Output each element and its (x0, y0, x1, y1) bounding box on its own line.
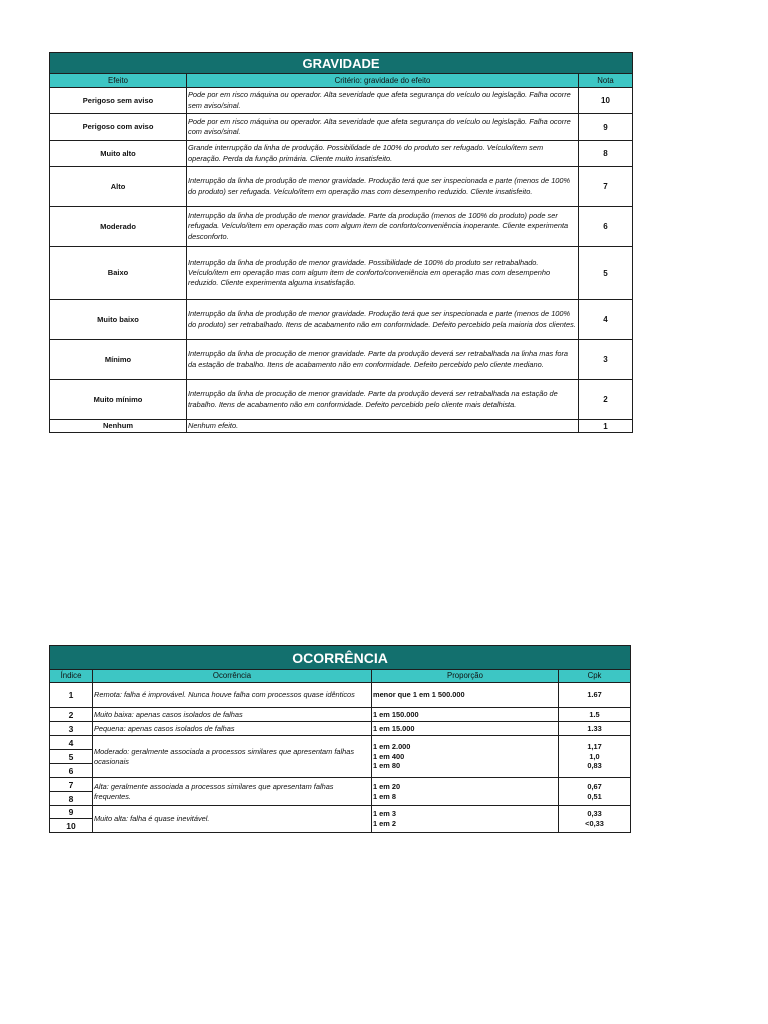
cpk-value: 1.67 (587, 690, 602, 700)
cpk-value: 1,17 (587, 742, 602, 752)
gravidade-header-criterio: Critério: gravidade do efeito (187, 74, 579, 88)
proporcao-value: 1 em 8 (373, 791, 397, 801)
indice-cell: 4 (50, 736, 93, 750)
ocorrencia-title-row (50, 646, 631, 670)
gravidade-row (50, 420, 633, 433)
cpk-value: 1.33 (587, 723, 602, 733)
proporcao-value: 1 em 400 (373, 751, 405, 761)
criterio-cell: Nenhum efeito. (187, 420, 579, 433)
ocorrencia-cell: Alta: geralmente associada a processos similares que apresentam falhas frequentes. (93, 778, 372, 806)
ocorrencia-table (49, 645, 631, 833)
gravidade-row (50, 247, 633, 300)
proporcao-cell (372, 806, 559, 833)
cpk-value: 0,33 (587, 809, 602, 819)
efeito-cell: Muito alto (50, 141, 187, 167)
gravidade-header-efeito: Efeito (50, 74, 187, 88)
proporcao-cell (372, 736, 559, 778)
indice-cell: 10 (50, 819, 93, 833)
gravidade-row (50, 380, 633, 420)
criterio-cell: Grande interrupção da linha de produção. Possibilidade de 100% do produto ser refugado. Veículo/item sem operação. Perda da função primária. Cliente muito insatisfeito. (187, 141, 579, 167)
gravidade-row (50, 207, 633, 247)
ocorrencia-cell: Muito baixa: apenas casos isolados de falhas (93, 708, 372, 722)
nota-cell: 6 (579, 207, 633, 247)
nota-cell: 9 (579, 114, 633, 141)
nota-cell: 3 (579, 340, 633, 380)
criterio-cell: Pode por em risco máquina ou operador. Alta severidade que afeta segurança do veículo ou legislação. Falha ocorre sem aviso/sinal. (187, 88, 579, 114)
ocorrencia-header-ocorrencia: Ocorrência (93, 670, 372, 683)
ocorrencia-row (50, 806, 631, 819)
efeito-cell: Perigoso sem aviso (50, 88, 187, 114)
efeito-cell: Baixo (50, 247, 187, 300)
indice-cell: 2 (50, 708, 93, 722)
efeito-cell: Moderado (50, 207, 187, 247)
efeito-cell: Alto (50, 167, 187, 207)
indice-cell: 9 (50, 806, 93, 819)
cpk-value: 0,83 (587, 761, 602, 771)
criterio-cell: Interrupção da linha de procução de menor gravidade. Parte da produção deverá ser retrabalhada na estação de trabalho. Itens de acabamento não em conformidade. Defeito percebido pelo cliente mais detalhista. (187, 380, 579, 420)
proporcao-value: 1 em 15.000 (373, 723, 415, 733)
gravidade-table (49, 52, 633, 433)
ocorrencia-cell: Moderado: geralmente associada a processos similares que apresentam falhas ocasionais (93, 736, 372, 778)
proporcao-cell (372, 722, 559, 736)
nota-cell: 5 (579, 247, 633, 300)
ocorrencia-header-cpk: Cpk (559, 670, 631, 683)
ocorrencia-cell: Muito alta: falha é quase inevitável. (93, 806, 372, 833)
gravidade-row (50, 88, 633, 114)
ocorrencia-header-proporcao: Proporção (372, 670, 559, 683)
nota-cell: 7 (579, 167, 633, 207)
gravidade-row (50, 300, 633, 340)
cpk-cell (559, 722, 631, 736)
gravidade-row (50, 141, 633, 167)
criterio-cell: Interrupção da linha de procução de menor gravidade. Parte da produção deverá ser retrabalhada na linha mas fora da estação de trabalho. Itens de acabamento não em conformidade. Defeito percebido pelo cliente mediano. (187, 340, 579, 380)
cpk-cell (559, 736, 631, 778)
criterio-cell: Interrupção da linha de produção de menor gravidade. Parte da produção (menos de 100% do produto) pode ser refugada. Veículo/item em operação mas com algum item de conforto/conveniência inoperante. Cliente experimenta desconforto. (187, 207, 579, 247)
indice-cell: 5 (50, 750, 93, 764)
criterio-cell: Pode por em risco máquina ou operador. Alta severidade que afeta segurança do veículo ou legislação. Falha ocorre com aviso/sinal. (187, 114, 579, 141)
gravidade-row (50, 340, 633, 380)
proporcao-cell (372, 708, 559, 722)
efeito-cell: Muito mínimo (50, 380, 187, 420)
ocorrencia-row (50, 778, 631, 792)
proporcao-value: menor que 1 em 1 500.000 (373, 690, 465, 700)
indice-cell: 6 (50, 764, 93, 778)
gravidade-title: GRAVIDADE (50, 53, 633, 74)
indice-cell: 7 (50, 778, 93, 792)
efeito-cell: Perigoso com aviso (50, 114, 187, 141)
cpk-value: 0,51 (587, 791, 602, 801)
nota-cell: 2 (579, 380, 633, 420)
gravidade-header-nota: Nota (579, 74, 633, 88)
cpk-value: <0,33 (585, 819, 604, 828)
cpk-value: 1,0 (589, 751, 600, 761)
proporcao-value: 1 em 3 (373, 809, 397, 819)
indice-cell: 3 (50, 722, 93, 736)
gravidade-row (50, 167, 633, 207)
efeito-cell: Mínimo (50, 340, 187, 380)
cpk-cell (559, 708, 631, 722)
cpk-cell (559, 806, 631, 833)
criterio-cell: Interrupção da linha de produção de menor gravidade. Possibilidade de 100% do produto ser retrabalhado. Veículo/item em operação mas com algum item de conforto/conveniência em operação mas com desempenho reduzido. Cliente experimenta alguma insatisfação. (187, 247, 579, 300)
gravidade-title-row (50, 53, 633, 74)
ocorrencia-header-row (50, 670, 631, 683)
proporcao-value: 1 em 20 (373, 781, 401, 791)
ocorrencia-row (50, 708, 631, 722)
ocorrencia-header-indice: Índice (50, 670, 93, 683)
proporcao-value: 1 em 2 (373, 819, 397, 828)
nota-cell: 1 (579, 420, 633, 433)
proporcao-value: 1 em 2.000 (373, 742, 411, 752)
cpk-cell (559, 683, 631, 708)
ocorrencia-row (50, 683, 631, 708)
ocorrencia-title: OCORRÊNCIA (50, 646, 631, 670)
cpk-cell (559, 778, 631, 806)
nota-cell: 10 (579, 88, 633, 114)
efeito-cell: Nenhum (50, 420, 187, 433)
proporcao-cell (372, 778, 559, 806)
nota-cell: 8 (579, 141, 633, 167)
ocorrencia-row (50, 722, 631, 736)
proporcao-value: 1 em 80 (373, 761, 401, 771)
gravidade-row (50, 114, 633, 141)
criterio-cell: Interrupção da linha de produção de menor gravidade. Produção terá que ser inspecionada e parte (menos de 100% do produto) ser retrabalhado. Itens de acabamento não em conformidade. Defeito percebido pela maioria dos clientes. (187, 300, 579, 340)
cpk-value: 0,67 (587, 781, 602, 791)
proporcao-value: 1 em 150.000 (373, 709, 419, 719)
indice-cell: 1 (50, 683, 93, 708)
nota-cell: 4 (579, 300, 633, 340)
criterio-cell: Interrupção da linha de produção de menor gravidade. Produção terá que ser inspecionada e parte (menos de 100% do produto) ser refugada. Veículo/item em operação mas com desempenho reduzido. Cliente insatisfeito. (187, 167, 579, 207)
proporcao-cell (372, 683, 559, 708)
cpk-value: 1.5 (589, 709, 600, 719)
ocorrencia-cell: Pequena: apenas casos isolados de falhas (93, 722, 372, 736)
ocorrencia-row (50, 736, 631, 750)
efeito-cell: Muito baixo (50, 300, 187, 340)
gravidade-header-row (50, 74, 633, 88)
indice-cell: 8 (50, 792, 93, 806)
ocorrencia-cell: Remota: falha é improvável. Nunca houve falha com processos quase idênticos (93, 683, 372, 708)
